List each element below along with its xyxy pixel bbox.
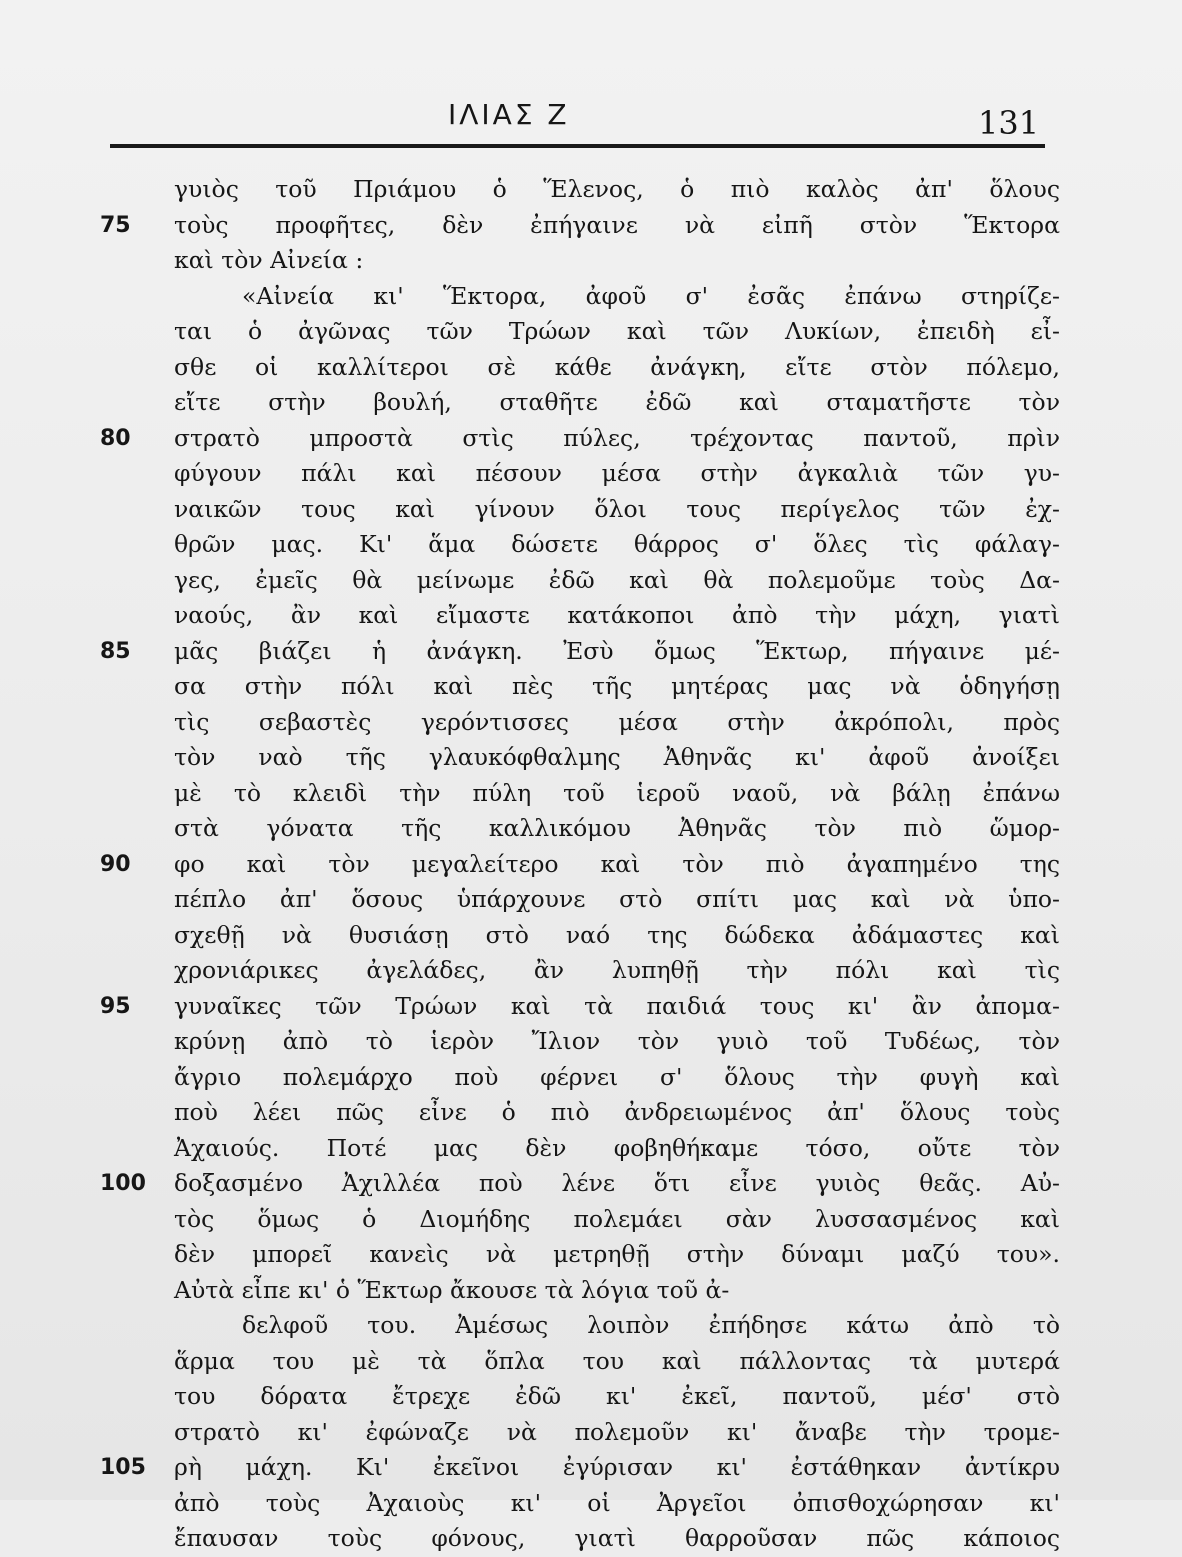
line-number: 75	[100, 212, 131, 238]
line-text: ται ὁ ἀγῶνας τῶν Τρώων καὶ τῶν Λυκίων, ἐπειδὴ εἶ-	[174, 317, 1060, 345]
line-text: καὶ τὸν Αἰνεία :	[174, 246, 364, 274]
header-rule	[110, 144, 1045, 148]
line-text: ἅρμα του μὲ τὰ ὅπλα του καὶ πάλλοντας τὰ μυτερά	[174, 1346, 1060, 1375]
line-text: τοὺς προφῆτες, δὲν ἐπήγαινε νὰ εἰπῆ στὸν Ἕκτορα	[174, 210, 1060, 239]
text-line	[100, 314, 1060, 350]
line-text: γες, ἐμεῖς θὰ μείνωμε ἐδῶ καὶ θὰ πολεμοῦμε τοὺς Δα-	[174, 565, 1060, 594]
text-line	[100, 1344, 1060, 1380]
text-line	[100, 1166, 1060, 1202]
text-line	[100, 350, 1060, 386]
page-header	[0, 88, 1182, 148]
text-line	[100, 1024, 1060, 1060]
text-line	[100, 1521, 1060, 1557]
text-line	[100, 1486, 1060, 1522]
text-line	[100, 1379, 1060, 1415]
line-number: 85	[100, 638, 131, 664]
line-text: τὸν ναὸ τῆς γλαυκόφθαλμης Ἀθηνᾶς κι' ἀφοῦ ἀνοίξει	[174, 743, 1060, 771]
text-line	[100, 740, 1060, 776]
text-line	[100, 776, 1060, 812]
line-text: κρύνῃ ἀπὸ τὸ ἱερὸν Ἴλιον τὸν γυιὸ τοῦ Τυδέως, τὸν	[174, 1027, 1060, 1055]
text-line	[100, 811, 1060, 847]
text-line	[100, 882, 1060, 918]
line-text: ἀπὸ τοὺς Ἀχαιοὺς κι' οἱ Ἀργεῖοι ὀπισθοχώρησαν κι'	[174, 1488, 1060, 1517]
line-text: δοξασμένο Ἀχιλλέα ποὺ λένε ὅτι εἶνε γυιὸς θεᾶς. Αὐ-	[174, 1169, 1060, 1197]
text-line	[100, 1273, 1060, 1309]
line-text: σχεθῇ νὰ θυσιάσῃ στὸ ναό της δώδεκα ἀδάμαστες καὶ	[174, 920, 1060, 949]
line-text: του δόρατα ἔτρεχε ἐδῶ κι' ἐκεῖ, παντοῦ, μέσ' στὸ	[174, 1382, 1060, 1410]
line-text: «Αἰνεία κι' Ἕκτορα, ἀφοῦ σ' ἐσᾶς ἐπάνω στηρίζε-	[242, 281, 1060, 310]
line-text: στρατὸ κι' ἐφώναζε νὰ πολεμοῦν κι' ἄναβε τὴν τρομε-	[174, 1417, 1060, 1446]
line-text: τὶς σεβαστὲς γερόντισσες μέσα στὴν ἀκρόπολι, πρὸς	[174, 707, 1060, 736]
text-line	[100, 1095, 1060, 1131]
text-line	[100, 705, 1060, 741]
text-line	[100, 172, 1060, 208]
line-text: στὰ γόνατα τῆς καλλικόμου Ἀθηνᾶς τὸν πιὸ ὥμορ-	[174, 814, 1060, 842]
text-line	[100, 421, 1060, 457]
text-line	[100, 1308, 1060, 1344]
line-text: ἄγριο πολεμάρχο ποὺ φέρνει σ' ὅλους τὴν φυγὴ καὶ	[174, 1062, 1060, 1091]
line-text: μᾶς βιάζει ἡ ἀνάγκη. Ἐσὺ ὅμως Ἕκτωρ, πήγαινε μέ-	[174, 636, 1060, 665]
text-line	[100, 634, 1060, 670]
line-text: Αὐτὰ εἶπε κι' ὁ Ἕκτωρ ἄκουσε τὰ λόγια τοῦ ἀ-	[174, 1275, 730, 1304]
text-line	[100, 385, 1060, 421]
line-number: 105	[100, 1455, 146, 1480]
text-line	[100, 563, 1060, 599]
text-line	[100, 953, 1060, 989]
line-text: τὸς ὅμως ὁ Διομήδης πολεμάει σὰν λυσσασμένος καὶ	[174, 1204, 1060, 1233]
running-title: ΙΛΙΑΣ Ζ	[448, 98, 570, 131]
line-number: 100	[100, 1171, 146, 1196]
text-line	[100, 208, 1060, 244]
text-line	[100, 847, 1060, 883]
line-text: γυναῖκες τῶν Τρώων καὶ τὰ παιδιά τους κι' ἂν ἀπομα-	[174, 991, 1060, 1020]
line-text: πέπλο ἀπ' ὅσους ὑπάρχουνε στὸ σπίτι μας καὶ νὰ ὑπο-	[174, 885, 1060, 913]
line-text: φύγουν πάλι καὶ πέσουν μέσα στὴν ἀγκαλιὰ τῶν γυ-	[174, 459, 1060, 487]
line-number: 90	[100, 851, 131, 877]
line-text: ἔπαυσαν τοὺς φόνους, γιατὶ θαρροῦσαν πῶς κάποιος	[174, 1524, 1060, 1552]
text-line	[100, 527, 1060, 563]
text-line	[100, 669, 1060, 705]
line-text: θρῶν μας. Κι' ἅμα δώσετε θάρρος σ' ὅλες τὶς φάλαγ-	[174, 530, 1060, 558]
text-line	[100, 279, 1060, 315]
line-text: δελφοῦ του. Ἀμέσως λοιπὸν ἐπήδησε κάτω ἀπὸ τὸ	[242, 1311, 1060, 1339]
line-text: εἴτε στὴν βουλή, σταθῆτε ἐδῶ καὶ σταματῆστε τὸν	[174, 388, 1060, 416]
line-text: ναικῶν τους καὶ γίνουν ὅλοι τους περίγελος τῶν ἐχ-	[174, 494, 1060, 523]
text-line	[100, 1415, 1060, 1451]
line-text: χρονιάρικες ἀγελάδες, ἂν λυπηθῇ τὴν πόλι καὶ τὶς	[174, 956, 1060, 984]
line-text: σθε οἱ καλλίτεροι σὲ κάθε ἀνάγκη, εἴτε στὸν πόλεμο,	[174, 352, 1060, 381]
line-text: δὲν μπορεῖ κανεὶς νὰ μετρηθῇ στὴν δύναμι μαζύ του».	[174, 1240, 1060, 1268]
text-line	[100, 598, 1060, 634]
line-text: φο καὶ τὸν μεγαλείτερο καὶ τὸν πιὸ ἀγαπημένο της	[174, 849, 1060, 878]
line-text: Ἀχαιούς. Ποτέ μας δὲν φοβηθήκαμε τόσο, οὔτε τὸν	[174, 1133, 1060, 1162]
text-line	[100, 492, 1060, 528]
text-line	[100, 1131, 1060, 1167]
line-text: ποὺ λέει πῶς εἶνε ὁ πιὸ ἀνδρειωμένος ἀπ' ὅλους τοὺς	[174, 1098, 1060, 1126]
line-text: ναούς, ἂν καὶ εἴμαστε κατάκοποι ἀπὸ τὴν μάχη, γιατὶ	[174, 601, 1060, 629]
text-line	[100, 243, 1060, 279]
text-line	[100, 1237, 1060, 1273]
page-number: 131	[978, 104, 1040, 142]
line-text: σα στὴν πόλι καὶ πὲς τῆς μητέρας μας νὰ ὁδηγήσῃ	[174, 672, 1060, 700]
line-number: 95	[100, 993, 131, 1019]
line-text: γυιὸς τοῦ Πριάμου ὁ Ἕλενος, ὁ πιὸ καλὸς ἀπ' ὅλους	[174, 175, 1060, 203]
text-line	[100, 918, 1060, 954]
text-line	[100, 456, 1060, 492]
line-text: ρὴ μάχη. Κι' ἐκεῖνοι ἐγύρισαν κι' ἐστάθηκαν ἀντίκρυ	[174, 1453, 1060, 1481]
text-line	[100, 1202, 1060, 1238]
line-text: στρατὸ μπροστὰ στὶς πύλες, τρέχοντας παντοῦ, πρὶν	[174, 423, 1060, 452]
line-number: 80	[100, 425, 131, 451]
text-line	[100, 1060, 1060, 1096]
line-text: μὲ τὸ κλειδὶ τὴν πύλη τοῦ ἱεροῦ ναοῦ, νὰ βάλῃ ἐπάνω	[174, 778, 1060, 807]
text-line	[100, 1450, 1060, 1486]
text-line	[100, 989, 1060, 1025]
text-body	[100, 172, 1060, 1557]
